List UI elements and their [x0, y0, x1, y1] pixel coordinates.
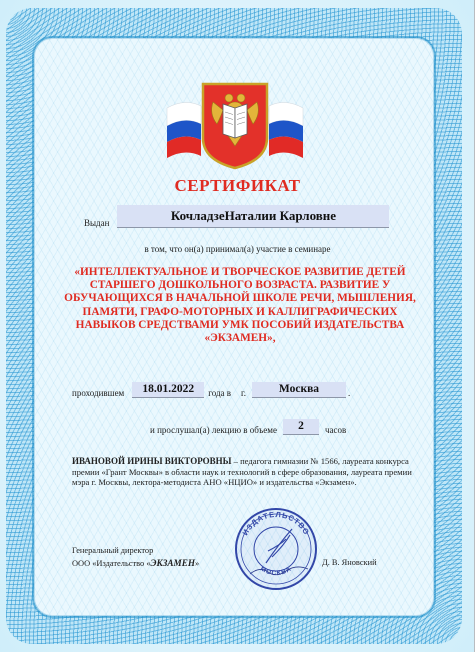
issued-row	[84, 205, 389, 228]
publisher-stamp	[232, 505, 320, 593]
lecturer-block	[72, 456, 422, 488]
director-org-prefix: ООО «Издательство «	[72, 559, 151, 568]
director-org	[72, 557, 199, 570]
date-place-row	[72, 382, 350, 398]
held-label: проходившем	[72, 388, 125, 398]
seminar-title: «ИНТЕЛЛЕКТУАЛЬНОЕ И ТВОРЧЕСКОЕ РАЗВИТИЕ ДЕТЕЙ СТАРШЕГО ДОШКОЛЬНОГО ВОЗРАСТА. РАЗВИТИЕ У ОБУЧАЮЩИХСЯ В НАЧАЛЬНОЙ ШКОЛЕ РЕЧИ, МЫШЛЕНИЯ, ПАМЯТИ, ГРАФО-МОТОРНЫХ И КАЛЛИГРАФИЧЕСКИХ НАВЫКОВ СРЕДСТВАМИ УМК ПОСОБИЙ ИЗДАТЕЛЬСТВА «ЭКЗАМЕН»,	[64, 266, 416, 345]
city-prefix: г.	[241, 388, 246, 398]
stamp-top-text: ИЗДАТЕЛЬСТВО	[240, 509, 312, 537]
hours-label: часов	[324, 425, 347, 435]
director-title: Генеральный директор	[72, 546, 154, 555]
lecturer-name: ИВАНОВОЙ ИРИНЫ ВИКТОРОВНЫ	[72, 456, 232, 466]
director-name: Д. В. Яновский	[322, 558, 377, 567]
signature-icon	[248, 566, 318, 576]
year-label: года в	[208, 388, 232, 398]
director-block	[72, 545, 199, 570]
director-org-suffix: »	[194, 559, 200, 568]
flag-emblem-icon	[165, 80, 305, 170]
seminar-date: 18.01.2022	[132, 382, 204, 398]
lecture-label: и прослушал(а) лекцию в объеме	[150, 425, 277, 435]
seminar-city: Москва	[252, 382, 346, 398]
certificate-title: СЕРТИФИКАТ	[174, 176, 301, 195]
punctuation-dot: .	[347, 388, 351, 398]
recipient-name: КочладзеНаталии Карловне	[117, 205, 389, 228]
lecture-hours: 2	[283, 419, 319, 435]
stamp-bottom-text: МОСКВА	[258, 565, 294, 578]
participation-text: в том, что он(а) принимал(а) участие в семинаре	[144, 244, 331, 254]
lecture-row	[150, 419, 346, 435]
director-org-brand: ЭКЗАМЕН	[150, 558, 195, 568]
issued-label: Выдан	[84, 218, 110, 228]
lecturer-description: – педагога гимназии № 1566, лауреата конкурса премии «Грант Москвы» в области наук и технологий в сфере образования, лауреата премии мэра г. Москвы, лектора-методиста АНО «НЦИО» и издательства «Экзамен».	[72, 456, 412, 488]
